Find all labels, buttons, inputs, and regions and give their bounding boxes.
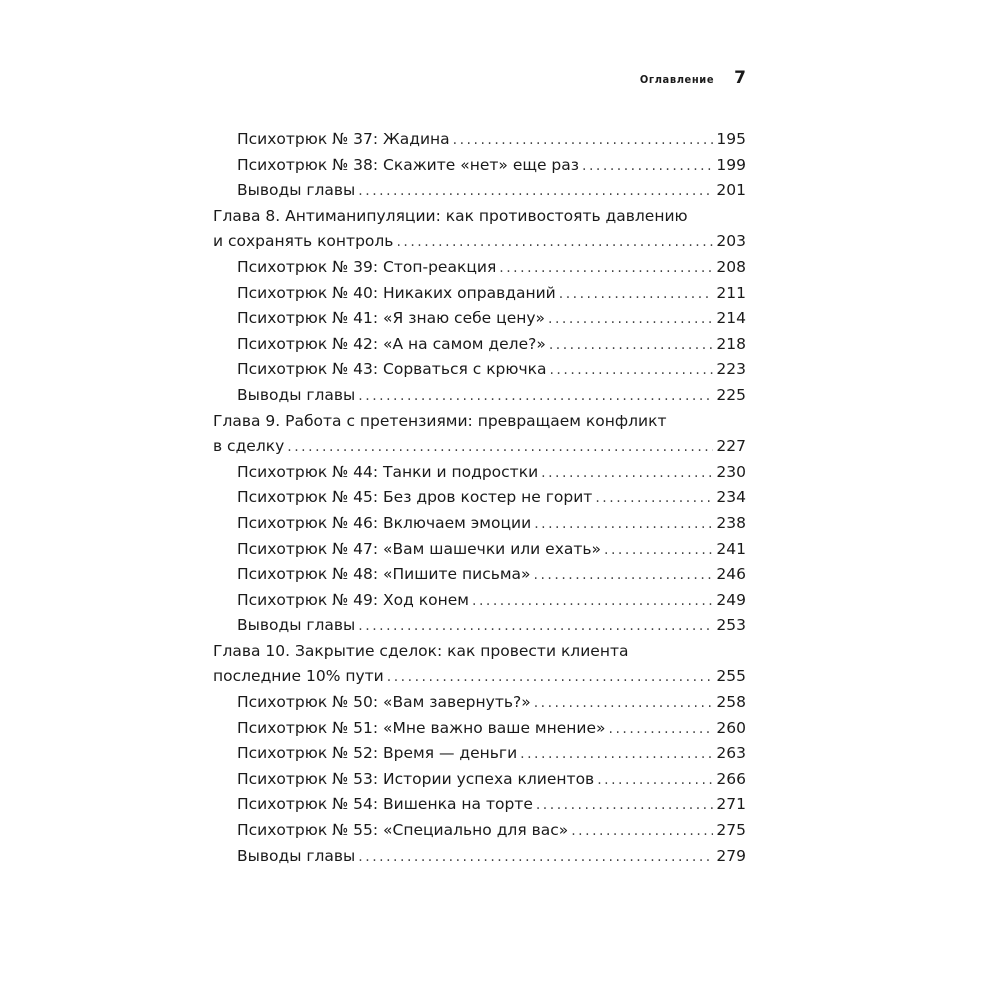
- toc-page-number: 223: [716, 360, 746, 379]
- toc-entry: [213, 562, 746, 588]
- toc-entry-title: Выводы главы: [237, 181, 356, 200]
- toc-page-number: 203: [716, 232, 746, 251]
- toc-entry: [213, 844, 746, 870]
- dot-leader: [358, 845, 713, 871]
- toc-chapter-row: [213, 639, 746, 665]
- toc-entry: [213, 460, 746, 486]
- dot-leader: [358, 384, 713, 410]
- running-head-title: Оглавление: [639, 73, 715, 86]
- toc-entry-title: Глава 9. Работа с претензиями: превращаем конфликт: [213, 411, 667, 430]
- toc-entry-title: и сохранять контроль: [213, 232, 394, 251]
- toc-entry-title: Психотрюк № 53: Истории успеха клиентов: [237, 769, 595, 788]
- dot-leader: [534, 563, 714, 589]
- dot-leader: [358, 614, 713, 640]
- toc-entry: [213, 178, 746, 204]
- toc-entry: [213, 613, 746, 639]
- toc-page-number: 234: [716, 488, 746, 507]
- toc-subentry-row: [213, 127, 746, 154]
- toc-entry-title: Психотрюк № 45: Без дров костер не горит: [237, 488, 593, 507]
- toc-page-number: 201: [716, 181, 746, 200]
- toc-chapter-row: [213, 229, 746, 256]
- toc-page-number: 214: [716, 309, 746, 328]
- toc-entry-title: Психотрюк № 39: Стоп-реакция: [237, 257, 497, 276]
- toc-entry: [213, 588, 746, 614]
- toc-entry: [213, 204, 746, 230]
- toc-chapter-row: [213, 664, 746, 691]
- toc-entry-title: Психотрюк № 50: «Вам завернуть?»: [237, 693, 531, 712]
- toc-entry: [213, 690, 746, 716]
- toc-entry-title: Психотрюк № 49: Ход конем: [237, 590, 469, 609]
- toc-page-number: 230: [716, 462, 746, 481]
- toc-page-number: 260: [716, 718, 746, 737]
- dot-leader: [396, 230, 713, 256]
- toc-chapter-row: [213, 434, 746, 461]
- table-of-contents: [213, 127, 746, 869]
- toc-subentry-row: [213, 460, 746, 487]
- running-head: [640, 68, 746, 88]
- dot-leader: [472, 589, 713, 615]
- toc-entry-title: Глава 10. Закрытие сделок: как провести клиента: [213, 641, 629, 660]
- toc-subentry-row: [213, 357, 746, 384]
- toc-entry: [213, 383, 746, 409]
- toc-entry-title: Психотрюк № 51: «Мне важно ваше мнение»: [237, 718, 606, 737]
- toc-page-number: 279: [716, 846, 746, 865]
- dot-leader: [287, 435, 713, 461]
- toc-chapter-row: [213, 204, 746, 230]
- toc-page-number: 199: [716, 155, 746, 174]
- toc-subentry-row: [213, 690, 746, 717]
- toc-entry: [213, 664, 746, 690]
- dot-leader: [559, 282, 714, 308]
- toc-entry-title: Психотрюк № 48: «Пишите письма»: [237, 565, 531, 584]
- toc-page-number: 227: [716, 437, 746, 456]
- dot-leader: [549, 358, 713, 384]
- toc-entry: [213, 357, 746, 383]
- toc-subentry-row: [213, 818, 746, 845]
- toc-entry-title: Психотрюк № 47: «Вам шашечки или ехать»: [237, 539, 602, 558]
- toc-page-number: 218: [716, 334, 746, 353]
- toc-page-number: 249: [716, 590, 746, 609]
- toc-entry-title: Глава 8. Антиманипуляции: как противостоять давлению: [213, 206, 688, 225]
- toc-page-number: 266: [716, 769, 746, 788]
- toc-entry-title: Психотрюк № 42: «А на самом деле?»: [237, 334, 546, 353]
- toc-entry: [213, 229, 746, 255]
- toc-subentry-row: [213, 792, 746, 819]
- dot-leader: [387, 665, 714, 691]
- toc-entry: [213, 767, 746, 793]
- toc-chapter-row: [213, 409, 746, 435]
- toc-subentry-row: [213, 767, 746, 794]
- toc-page-number: 255: [716, 667, 746, 686]
- dot-leader: [520, 742, 713, 768]
- dot-leader: [536, 793, 714, 819]
- toc-entry: [213, 306, 746, 332]
- toc-page-number: 275: [716, 821, 746, 840]
- toc-page-number: 271: [716, 795, 746, 814]
- toc-entry-title: Психотрюк № 46: Включаем эмоции: [237, 513, 532, 532]
- toc-entry: [213, 741, 746, 767]
- toc-subentry-row: [213, 716, 746, 743]
- toc-subentry-row: [213, 844, 746, 871]
- toc-page-number: 225: [716, 385, 746, 404]
- toc-entry-title: Психотрюк № 43: Сорваться с крючка: [237, 360, 547, 379]
- toc-subentry-row: [213, 306, 746, 333]
- toc-entry: [213, 818, 746, 844]
- toc-entry-title: в сделку: [213, 437, 285, 456]
- toc-entry-title: Выводы главы: [237, 616, 356, 635]
- toc-entry: [213, 511, 746, 537]
- toc-subentry-row: [213, 485, 746, 512]
- toc-page-number: 258: [716, 693, 746, 712]
- toc-subentry-row: [213, 562, 746, 589]
- toc-entry: [213, 639, 746, 665]
- toc-page-number: 241: [716, 539, 746, 558]
- toc-subentry-row: [213, 537, 746, 564]
- toc-entry-title: Психотрюк № 54: Вишенка на торте: [237, 795, 533, 814]
- toc-entry-title: Психотрюк № 55: «Специально для вас»: [237, 821, 569, 840]
- toc-entry-title: Психотрюк № 41: «Я знаю себе цену»: [237, 309, 546, 328]
- toc-page-number: 246: [716, 565, 746, 584]
- toc-subentry-row: [213, 178, 746, 205]
- toc-subentry-row: [213, 281, 746, 308]
- toc-page-number: 195: [716, 130, 746, 148]
- dot-leader: [534, 512, 713, 538]
- toc-entry-title: Психотрюк № 37: Жадина: [237, 130, 450, 148]
- toc-subentry-row: [213, 332, 746, 359]
- toc-page-number: 211: [716, 283, 746, 302]
- toc-subentry-row: [213, 613, 746, 640]
- toc-entry: [213, 281, 746, 307]
- toc-entry-title: Выводы главы: [237, 846, 356, 865]
- toc-entry: [213, 409, 746, 435]
- dot-leader: [595, 486, 713, 512]
- dot-leader: [609, 717, 714, 743]
- toc-entry-title: Психотрюк № 44: Танки и подростки: [237, 462, 539, 481]
- toc-entry-title: Психотрюк № 52: Время — деньги: [237, 744, 518, 763]
- toc-entry-title: Выводы главы: [237, 385, 356, 404]
- toc-entry-title: Психотрюк № 40: Никаких оправданий: [237, 283, 556, 302]
- toc-entry: [213, 792, 746, 818]
- toc-entry: [213, 716, 746, 742]
- dot-leader: [571, 819, 713, 845]
- toc-entry: [213, 255, 746, 281]
- toc-subentry-row: [213, 741, 746, 768]
- dot-leader: [597, 768, 713, 794]
- toc-entry-title: последние 10% пути: [213, 667, 384, 686]
- dot-leader: [604, 538, 713, 564]
- dot-leader: [358, 179, 713, 205]
- toc-subentry-row: [213, 511, 746, 538]
- toc-entry: [213, 153, 746, 179]
- dot-leader: [453, 128, 714, 154]
- toc-page-number: 238: [716, 513, 746, 532]
- toc-entry: [213, 127, 746, 153]
- page-number: 7: [734, 68, 746, 88]
- toc-subentry-row: [213, 153, 746, 180]
- toc-entry: [213, 434, 746, 460]
- toc-entry: [213, 537, 746, 563]
- toc-entry-title: Психотрюк № 38: Скажите «нет» еще раз: [237, 155, 580, 174]
- toc-entry: [213, 332, 746, 358]
- dot-leader: [549, 333, 714, 359]
- toc-subentry-row: [213, 255, 746, 282]
- toc-entry: [213, 485, 746, 511]
- toc-subentry-row: [213, 588, 746, 615]
- dot-leader: [548, 307, 713, 333]
- dot-leader: [582, 154, 713, 180]
- dot-leader: [499, 256, 713, 282]
- toc-page-number: 263: [716, 744, 746, 763]
- dot-leader: [541, 461, 713, 487]
- dot-leader: [534, 691, 714, 717]
- toc-page-number: 253: [716, 616, 746, 635]
- toc-subentry-row: [213, 383, 746, 410]
- toc-page-number: 208: [716, 257, 746, 276]
